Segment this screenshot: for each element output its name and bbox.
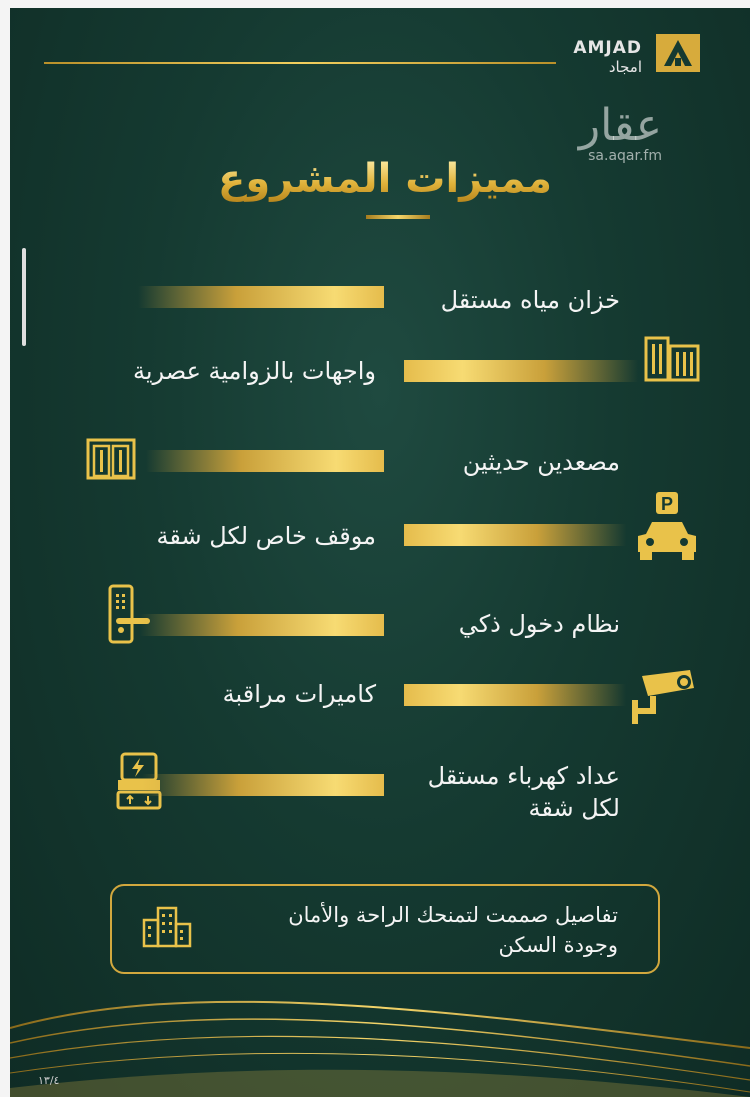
header-divider xyxy=(44,62,556,64)
city-buildings-icon xyxy=(142,906,192,948)
footer-text xyxy=(288,900,618,960)
brochure-card xyxy=(10,8,750,1097)
feature-label-water-tank: خزان مياه مستقل xyxy=(440,286,620,314)
watermark-url: sa.aqar.fm xyxy=(588,148,662,164)
cctv-camera-icon xyxy=(628,660,698,730)
title-underline xyxy=(366,215,430,219)
brand-name-ar: امجاد xyxy=(608,58,642,76)
feature-bar xyxy=(140,614,384,636)
feature-bar xyxy=(404,524,626,546)
svg-text:P: P xyxy=(660,494,674,514)
decorative-gold-waves xyxy=(10,988,750,1097)
page-number: ١٣/٤ xyxy=(38,1074,60,1087)
page-title: مميزات المشروع xyxy=(218,156,552,202)
elevator-icon xyxy=(86,436,136,480)
feature-bar xyxy=(138,286,384,308)
brand-logo-block xyxy=(570,34,720,80)
watermark-text: عقار xyxy=(578,100,662,151)
feature-label-cameras: كاميرات مراقبة xyxy=(222,680,376,708)
feature-label-electric-meter-line2: لكل شقة xyxy=(528,794,620,822)
building-icon xyxy=(644,334,700,382)
scroll-handle[interactable] xyxy=(22,248,26,346)
footer-line-1: تفاصيل صممت لتمنحك الراحة والأمان xyxy=(288,903,618,927)
footer-callout xyxy=(110,884,660,974)
brand-name-en: AMJAD xyxy=(573,38,642,58)
amjad-logo-icon xyxy=(656,34,700,72)
parking-car-icon xyxy=(634,490,700,562)
feature-label-electric-meter: عداد كهرباء مستقل xyxy=(427,762,620,790)
feature-bar xyxy=(142,774,384,796)
feature-bar xyxy=(146,450,384,472)
feature-label-smart-entry: نظام دخول ذكي xyxy=(458,610,620,638)
feature-bar xyxy=(404,684,626,706)
feature-bar xyxy=(404,360,638,382)
feature-label-parking: موقف خاص لكل شقة xyxy=(156,522,376,550)
footer-line-2: وجودة السكن xyxy=(498,933,618,957)
feature-label-elevators: مصعدين حديثين xyxy=(462,448,620,476)
feature-label-facades: واجهات بالزوامية عصرية xyxy=(132,357,376,385)
